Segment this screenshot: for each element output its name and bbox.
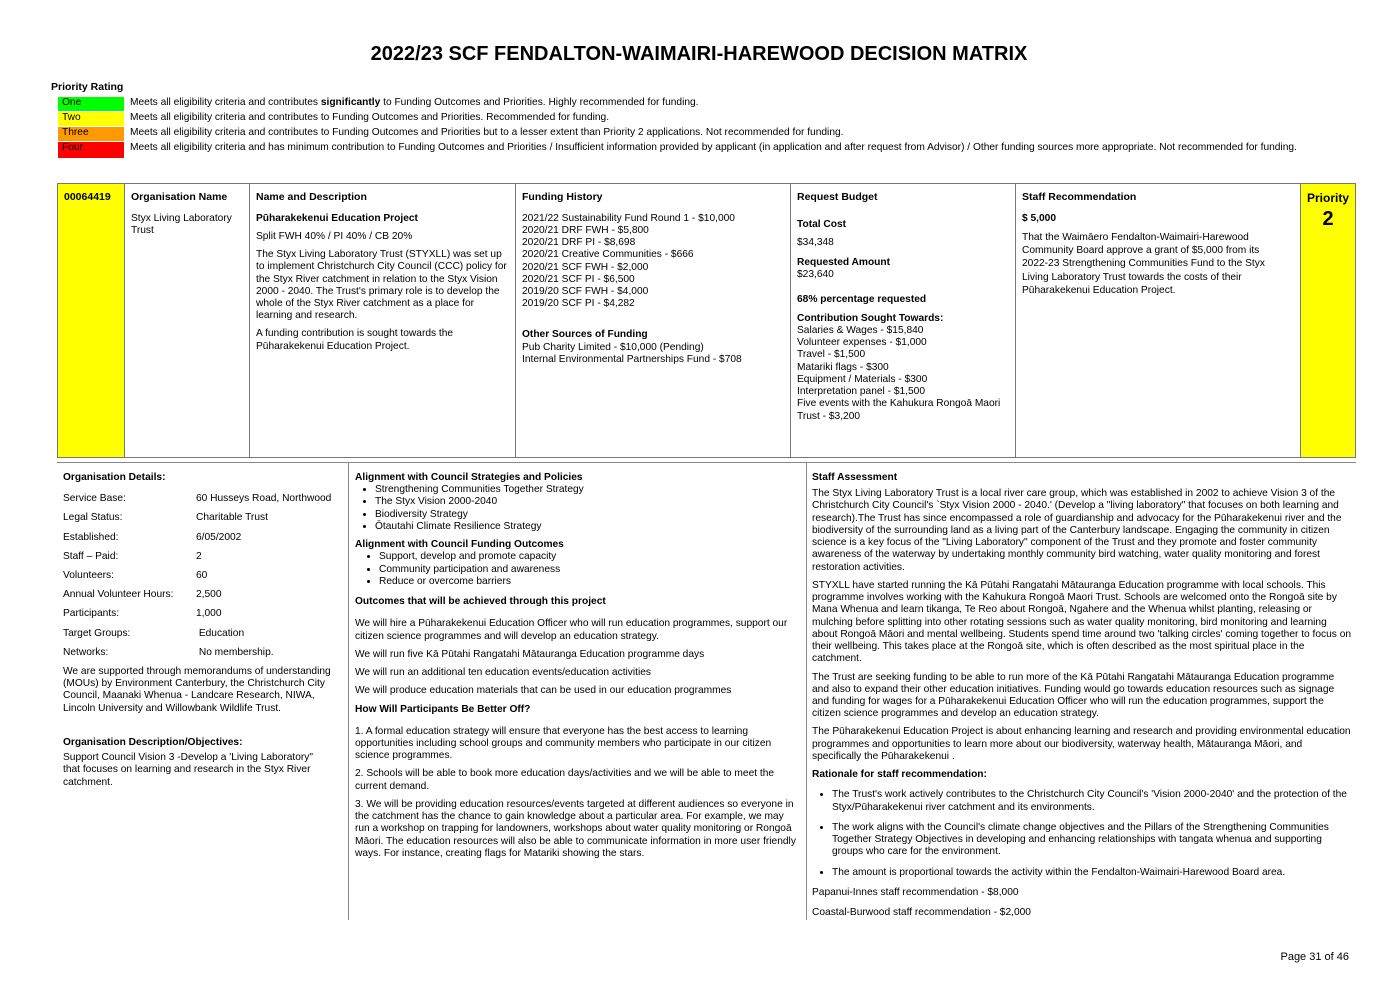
- rationale-item: • The work aligns with the Council's climate change objectives and the Pillars of the Strengthening Communities Together Strategy Objectives in developing and enhancing relationships with tangata whenua and supporting groups who care for the environment.: [832, 822, 1352, 859]
- org-detail-row: Networks: No membership.: [63, 646, 274, 658]
- outcome-item: • Support, develop and promote capacity: [379, 551, 800, 563]
- org-detail-row: Target Groups: Education: [63, 627, 245, 639]
- assessment-paragraph: STYXLL have started running the Kā Pūtahi Rangatahi Mātauranga Education programme with local schools. This programme involves working with the Kahukura Rongoā Maori Trust. Schools are welcomed onto the Rongoā site by Mana Whenua and learn tikanga, Te Reo about Rongoā, Ngahere and the Whenua whilst planting, releasing or mulching before splitting into other rotating sessions such as water quality monitoring, bird monitoring and learning about Rongoā Māori and mental wellbeing. Students spend time around two 'talking circles' coming together to focus on their wellbeing. This takes place at the Rongoā site, which is often described as the most spiritual place in the catchment.: [812, 579, 1352, 665]
- staff-recommended-amount: $ 5,000: [1022, 212, 1056, 224]
- funding-history-item: 2019/20 SCF FWH - $4,000: [522, 286, 649, 297]
- priority-one-text: Meets all eligibility criteria and contributes significantly to Funding Outcomes and Priorities. Highly recommended for funding.: [130, 97, 699, 108]
- alignment-section: [355, 472, 800, 866]
- priority-four-text: Meets all eligibility criteria and has minimum contribution to Funding Outcomes and Priorities / Insufficient information provided by applicant (in application and after request from Advisor) / Other funding sources more appropriate. Not recommended for funding.: [130, 142, 1297, 153]
- priority-four-swatch: Four: [58, 142, 124, 158]
- strategies-heading: Alignment with Council Strategies and Policies: [355, 472, 583, 483]
- org-mou-text: We are supported through memorandums of understanding (MOUs) by Environment Canterbury, the Christchurch City Council, Maanaki Whenua - Landcare Research, NIWA, Lincoln University and Willowbank Wildlife Trust.: [63, 665, 331, 714]
- achieved-item: We will run five Kā Pūtahi Rangatahi Mātauranga Education programme days: [355, 648, 705, 660]
- contribution-item: Volunteer expenses - $1,000: [797, 337, 927, 349]
- org-description-text: Support Council Vision 3 -Develop a 'Living Laboratory" that focuses on learning and research in the Styx River catchment.: [63, 752, 314, 788]
- project-split: Split FWH 40% / PI 40% / CB 20%: [256, 230, 413, 242]
- requested-label: Requested Amount: [797, 257, 891, 269]
- funding-history-item: 2019/20 SCF PI - $4,282: [522, 298, 635, 310]
- priority-rating-row: [58, 127, 1318, 141]
- contribution-item: Matariki flags - $300: [797, 361, 889, 373]
- contribution-item: Five events with the Kahukura Rongoā Maori Trust - $3,200: [797, 398, 1001, 422]
- better-off-item: 3. We will be providing education resources/events targeted at different audiences so everyone in the catchment has the chance to gain knowledge about a particular area. For example, we may run a workshop on trapping for landowners, workshops about water quality monitoring or Rongoā Māori. The education resources will also be able to communicate information in more user friendly ways. For instance, creating flags for Matariki showing the stars.: [355, 798, 796, 859]
- total-cost-label: Total Cost: [797, 218, 847, 230]
- priority-value: 2: [1322, 208, 1334, 231]
- org-detail-row: Legal Status: Charitable Trust: [63, 512, 268, 524]
- coastal-recommendation: Coastal-Burwood staff recommendation - $2,000: [812, 907, 1031, 919]
- outcome-item: • Community participation and awareness: [379, 564, 800, 576]
- page-number: Page 31 of 46: [1280, 951, 1349, 963]
- description-header: Name and Description: [256, 191, 367, 203]
- priority-header: Priority: [1307, 191, 1350, 205]
- papanui-recommendation: Papanui-Innes staff recommendation - $8,000: [812, 886, 1019, 898]
- funding-history-item: 2020/21 SCF PI - $6,500: [522, 273, 635, 285]
- funding-history-item: 2020/21 DRF PI - $8,698: [522, 237, 636, 249]
- priority-two-text: Meets all eligibility criteria and contributes to Funding Outcomes and Priorities. Recommended for funding.: [130, 112, 610, 123]
- other-source-item: Pub Charity Limited - $10,000 (Pending): [522, 341, 704, 353]
- org-name-cell: [125, 184, 250, 457]
- staff-recommendation-text: That the Waimāero Fendalton-Waimairi-Harewood Community Board approve a grant of $5,000 from its 2022-23 Strengthening Communities Fund to the Styx Living Laboratory Trust towards the costs of their Pūharakekenui Education Project.: [1022, 231, 1265, 296]
- budget-header: Request Budget: [797, 191, 878, 203]
- org-detail-row: Service Base: 60 Husseys Road, Northwood: [63, 493, 332, 505]
- other-sources-label: Other Sources of Funding: [522, 329, 648, 341]
- organisation-details: [63, 472, 343, 789]
- strategies-list: [355, 484, 800, 533]
- other-source-item: Internal Environmental Partnerships Fund - $708: [522, 353, 742, 365]
- priority-one-swatch: One: [58, 97, 124, 111]
- strategy-item: • Biodiversity Strategy: [375, 509, 800, 521]
- assessment-paragraph: The Styx Living Laboratory Trust is a local river care group, which was established in 2002 to achieve Vision 3 of the Christchurch City Council's `Styx Vision 2000 - 2040.' (Develop a "living laboratory" that focuses on both learning and research).The Trust has since encompassed a role of guardianship and advocacy for the Pūharakekenui river and the biodiversity of the surrounding land as a living part of the Canterbury landscape. Engaging the community in citizen science is a key focus of the "Living Laboratory" component of the Trust and they promote and foster community awareness of the waterway by undertaking monthly community bird watching, water quality monitoring and forest restoration activities.: [812, 488, 1342, 573]
- application-id-cell: [58, 184, 125, 457]
- achieved-item: We will run an additional ten education events/education activities: [355, 667, 651, 679]
- outcomes-heading: Alignment with Council Funding Outcomes: [355, 539, 564, 551]
- rationale-item: • The amount is proportional towards the activity within the Fendalton-Waimairi-Harewood Board area.: [832, 867, 1352, 879]
- section-divider: [57, 462, 1356, 463]
- outcomes-list: [355, 551, 800, 588]
- budget-cell: [791, 184, 1016, 457]
- org-detail-row: Volunteers: 60: [63, 569, 208, 581]
- rationale-item: • The Trust's work actively contributes to the Christchurch City Council's 'Vision 2000-2040' and the protection of the Styx/Pūharakekenui river catchment and its environments.: [832, 789, 1352, 813]
- funding-history-item: 2020/21 DRF FWH - $5,800: [522, 224, 649, 236]
- percentage-requested: 68% percentage requested: [797, 293, 927, 305]
- funding-history-header: Funding History: [522, 191, 603, 203]
- column-divider: [806, 463, 807, 920]
- org-detail-row: Established: 6/05/2002: [63, 531, 242, 543]
- priority-three-text: Meets all eligibility criteria and contributes to Funding Outcomes and Priorities but to a lesser extent than Priority 2 applications. Not recommended for funding.: [130, 127, 844, 138]
- project-name: Pūharakekenui Education Project: [256, 212, 418, 224]
- priority-rating-row: [58, 112, 1318, 126]
- contribution-item: Travel - $1,500: [797, 349, 866, 361]
- org-name-header: Organisation Name: [131, 191, 228, 203]
- rationale-list: [812, 789, 1352, 878]
- funding-history-item: 2021/22 Sustainability Fund Round 1 - $10,000: [522, 212, 735, 224]
- application-id: 00064419: [64, 191, 111, 203]
- strategy-item: • Strengthening Communities Together Strategy: [375, 484, 800, 496]
- strategy-item: • Ōtautahi Climate Resilience Strategy: [375, 521, 800, 533]
- funding-history-item: 2020/21 SCF FWH - $2,000: [522, 261, 649, 273]
- rationale-heading: Rationale for staff recommendation:: [812, 769, 987, 781]
- contribution-item: Salaries & Wages - $15,840: [797, 325, 924, 336]
- page-title: 2022/23 SCF FENDALTON-WAIMAIRI-HAREWOOD DECISION MATRIX: [370, 43, 1028, 65]
- requested-value: $23,640: [797, 269, 834, 281]
- org-name: Styx Living Laboratory Trust: [131, 212, 232, 236]
- achieved-item: We will hire a Pūharakekenui Education Officer who will run education programmes, support our citizen science programmes and will develop an education strategy.: [355, 618, 788, 642]
- strategy-item: • The Styx Vision 2000-2040: [375, 496, 800, 508]
- application-table: [57, 183, 1356, 458]
- assessment-heading: Staff Assessment: [812, 472, 898, 483]
- achieved-item: We will produce education materials that can be used in our education programmes: [355, 685, 732, 697]
- funding-history-cell: [516, 184, 791, 457]
- staff-recommendation-cell: [1016, 184, 1301, 457]
- assessment-paragraph: The Trust are seeking funding to be able to run more of the Kā Pūtahi Rangatahi Mātauranga Education programme and also to expand their other education initiatives. Funding would go towards education resources such as signage and funding for wages for a Pūharakekenui Education Officer who will run the education programmes, support the citizen science programmes and develop an education strategy.: [812, 671, 1335, 720]
- better-off-item: 1. A formal education strategy will ensure that everyone has the best access to learning opportunities including school groups and community members who participate in our citizen science programmes.: [355, 725, 772, 762]
- org-detail-row: Annual Volunteer Hours: 2,500: [63, 589, 222, 601]
- description-cell: [250, 184, 516, 457]
- priority-cell: [1301, 184, 1355, 457]
- priority-two-swatch: Two: [58, 112, 124, 126]
- funding-history-item: 2020/21 Creative Communities - $666: [522, 249, 694, 261]
- staff-assessment-section: [812, 472, 1352, 925]
- assessment-paragraph: The Pūharakekenui Education Project is about enhancing learning and research and providing environmental education programmes and opportunities to learn more about our biodiversity, waterway health, Mātauranga Māori, and specifically the Pūharakekenui .: [812, 726, 1351, 762]
- org-description-heading: Organisation Description/Objectives:: [63, 736, 243, 748]
- outcome-item: • Reduce or overcome barriers: [379, 576, 800, 588]
- org-detail-row: Staff – Paid: 2: [63, 550, 202, 562]
- org-details-heading: Organisation Details:: [63, 472, 166, 483]
- better-off-item: 2. Schools will be able to book more education days/activities and we will be able to meet the current demand.: [355, 768, 775, 792]
- contribution-item: Equipment / Materials - $300: [797, 373, 928, 385]
- better-off-heading: How Will Participants Be Better Off?: [355, 703, 531, 715]
- project-contribution: A funding contribution is sought towards the Pūharakekenui Education Project.: [256, 328, 454, 352]
- priority-rating-label: Priority Rating: [51, 81, 124, 93]
- contribution-item: Interpretation panel - $1,500: [797, 386, 926, 398]
- project-description: The Styx Living Laboratory Trust (STYXLL) was set up to implement Christchurch City Council (CCC) policy for the Styx River catchment in relation to the Styx Vision 2000 - 2040. The Trust's primary role is to develop the whole of the Styx River catchment as a place for learning and research.: [256, 249, 507, 322]
- priority-three-swatch: Three: [58, 127, 124, 141]
- total-cost-value: $34,348: [797, 236, 834, 248]
- column-divider: [348, 463, 349, 920]
- org-detail-row: Participants: 1,000: [63, 608, 222, 620]
- priority-rating-row: [58, 97, 1318, 111]
- achieved-heading: Outcomes that will be achieved through this project: [355, 596, 606, 608]
- contribution-towards-label: Contribution Sought Towards:: [797, 312, 944, 324]
- priority-rating-row: [58, 142, 1318, 168]
- staff-recommendation-header: Staff Recommendation: [1022, 191, 1137, 203]
